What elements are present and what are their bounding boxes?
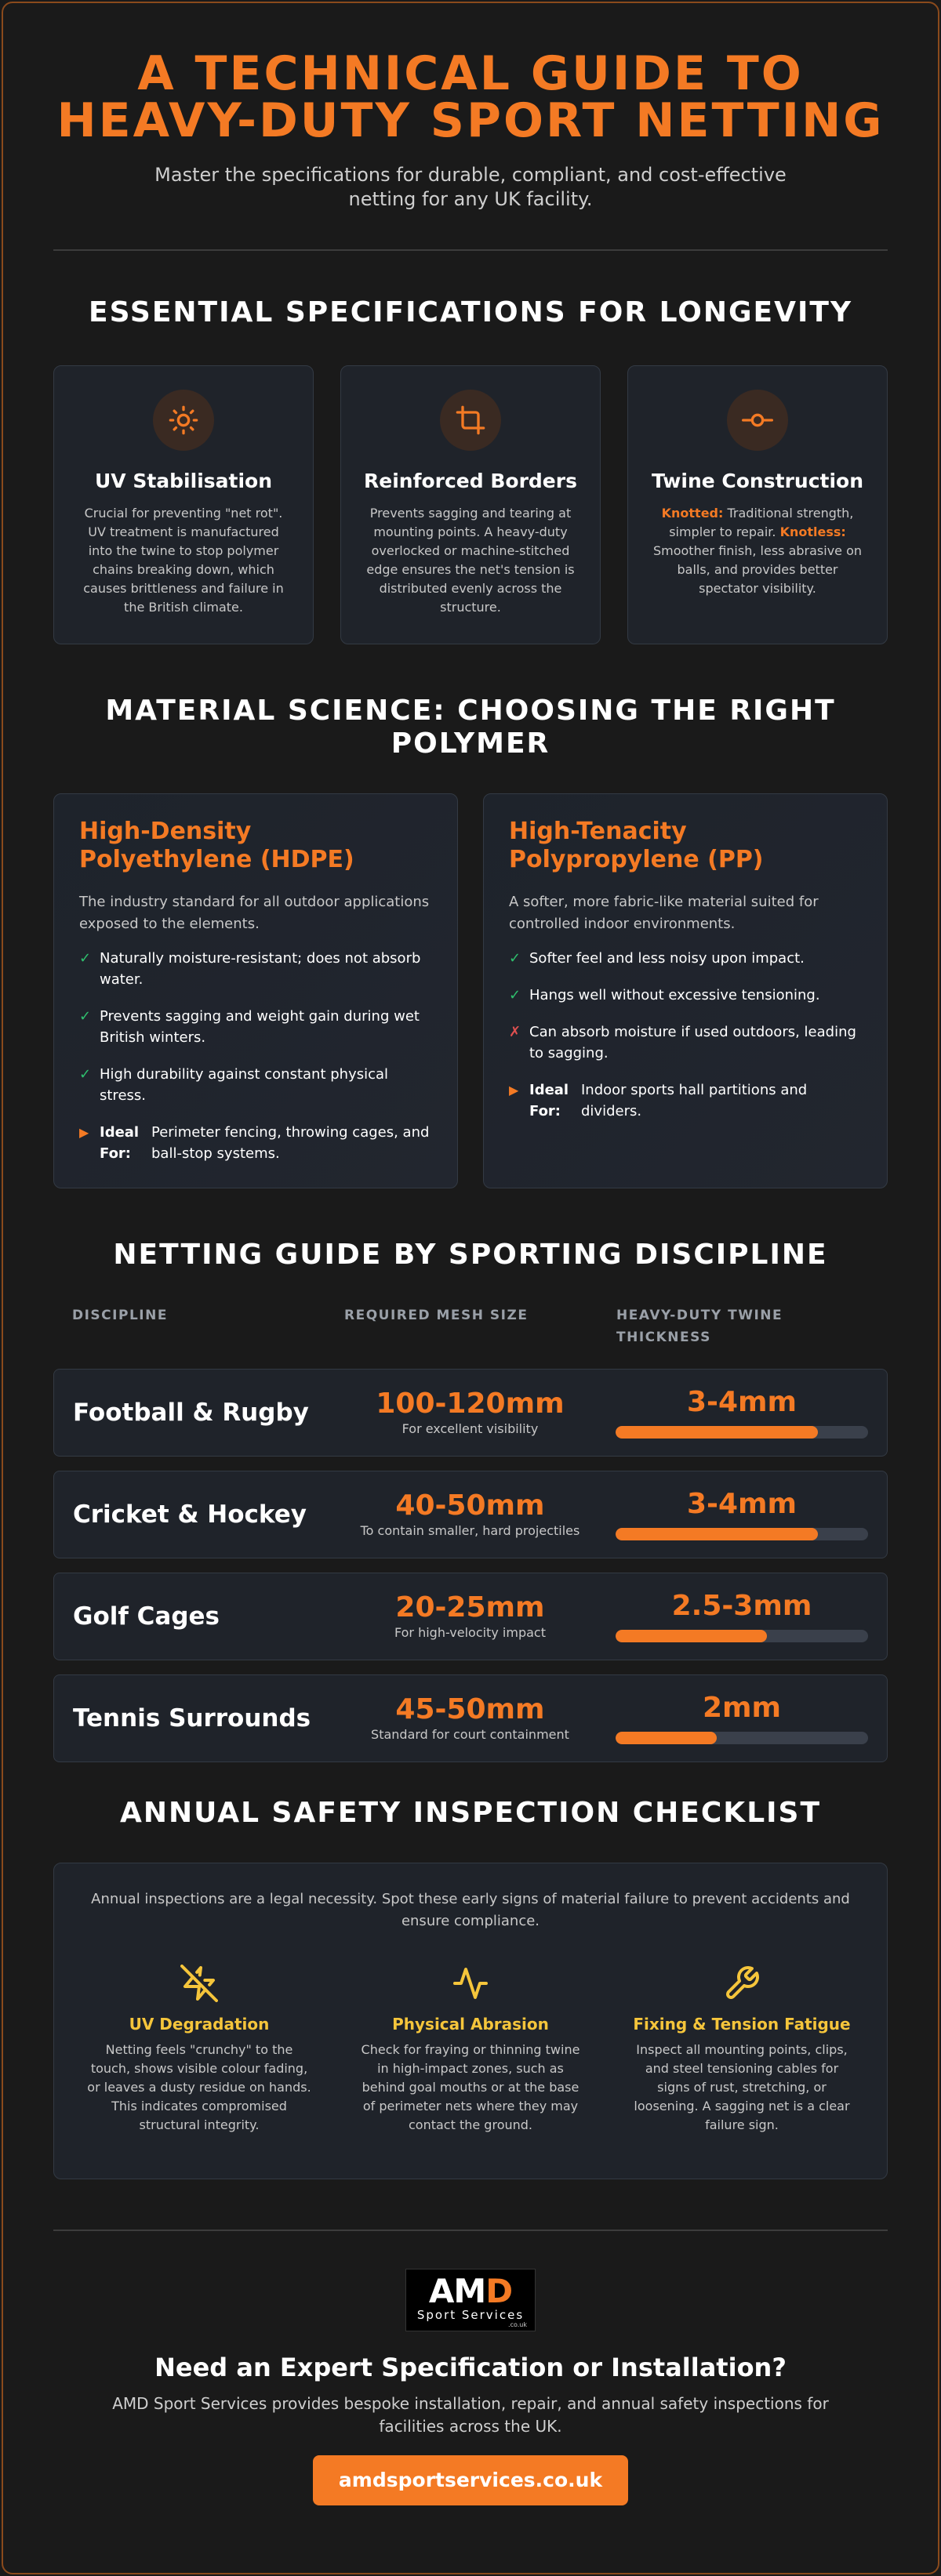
mesh-cell (344, 1694, 596, 1743)
twine-thickness: 2mm (702, 1692, 782, 1724)
twine-bar-track (616, 1528, 868, 1540)
activity-icon (357, 1964, 584, 2003)
twine-cell (616, 1489, 868, 1540)
checklist-section-title: ANNUAL SAFETY INSPECTION CHECKLIST (119, 1797, 822, 1829)
cta-text: AMD Sport Services provides bespoke installation, repair, and annual safety inspections for facilities across the UK. (112, 2394, 829, 2436)
mesh-note: For excellent visibility (401, 1421, 539, 1436)
spec-title: Twine Construction (651, 470, 864, 492)
cta-title: Need an Expert Specification or Installation? (154, 2353, 787, 2382)
knotted-label: Knotted: (661, 506, 724, 521)
ideal-for-label: Ideal For: (529, 1082, 569, 1119)
checklist-items (85, 1964, 856, 2135)
spec-card-twine (627, 365, 888, 644)
material-name: High-Tenacity Polypropylene (PP) (509, 818, 764, 873)
twine-thickness: 3-4mm (686, 1386, 797, 1418)
feature-text: Prevents sagging and weight gain during wet British winters. (100, 1008, 420, 1046)
feature-item (79, 948, 432, 990)
checklist-item-uv (85, 1964, 313, 2135)
discipline-name: Golf Cages (73, 1602, 220, 1631)
ideal-for (79, 1122, 432, 1164)
knot-icon (727, 390, 788, 451)
feature-text: Naturally moisture-resistant; does not absorb water. (100, 950, 421, 988)
checklist-item-name: Physical Abrasion (392, 2015, 549, 2034)
header (53, 3, 888, 212)
twine-bar-fill (616, 1426, 818, 1439)
spec-title: Reinforced Borders (364, 470, 577, 492)
twine-cell (616, 1591, 868, 1642)
feature-list (509, 948, 862, 1064)
material-card-hdpe (53, 793, 458, 1188)
discipline-name: Cricket & Hockey (73, 1500, 307, 1529)
twine-cell (616, 1387, 868, 1439)
table-row (53, 1573, 888, 1660)
mesh-cell (344, 1388, 596, 1437)
spec-card-uv (53, 365, 314, 644)
mesh-note: Standard for court containment (371, 1727, 569, 1742)
column-header-twine: HEAVY-DUTY TWINE THICKNESS (616, 1308, 783, 1345)
twine-bar-fill (616, 1732, 717, 1744)
crop-icon (440, 390, 501, 451)
knotted-text: Traditional strength, simpler to repair. (669, 506, 854, 539)
logo-mark (406, 2274, 535, 2309)
twine-bar-track (616, 1426, 868, 1439)
header-divider (53, 249, 888, 251)
mesh-note: To contain smaller, hard projectiles (360, 1523, 580, 1538)
checklist-item-text: Netting feels "crunchy" to the touch, shows visible colour fading, or leaves a dusty residue on hands. This indicates compromised structural integrity. (87, 2042, 311, 2132)
material-card-pp (483, 793, 888, 1188)
footer (53, 2269, 888, 2505)
feature-text: Softer feel and less noisy upon impact. (529, 950, 805, 967)
feature-item (509, 948, 862, 969)
material-section-title: MATERIAL SCIENCE: CHOOSING THE RIGHT POLYMER (105, 695, 836, 760)
mesh-size: 20-25mm (395, 1591, 545, 1624)
twine-bar-fill (616, 1528, 818, 1540)
knotless-label: Knotless: (779, 524, 846, 539)
specs-card-row (53, 365, 888, 644)
mesh-cell (344, 1592, 596, 1641)
feature-item (79, 1064, 432, 1106)
twine-bar-fill (616, 1630, 767, 1642)
check-icon: ✓ (79, 1066, 92, 1083)
mesh-note: For high-velocity impact (394, 1625, 546, 1640)
mesh-cell (344, 1490, 596, 1539)
material-name: High-Density Polyethylene (HDPE) (79, 818, 354, 873)
logo-subtitle: Sport Services (416, 2308, 525, 2322)
discipline-name: Tennis Surrounds (73, 1704, 311, 1732)
checklist-item-fixing (628, 1964, 856, 2135)
check-icon: ✓ (509, 987, 521, 1003)
checklist-item-abrasion (357, 1964, 584, 2135)
checklist-item-name: UV Degradation (129, 2015, 270, 2034)
ideal-for-label: Ideal For: (100, 1124, 140, 1162)
spec-text-twine (649, 504, 867, 598)
column-header-discipline: DISCIPLINE (72, 1308, 168, 1323)
twine-thickness: 2.5-3mm (671, 1590, 812, 1622)
mesh-size: 100-120mm (376, 1388, 565, 1420)
ideal-for-text: Indoor sports hall partitions and dividers. (581, 1082, 808, 1119)
feature-item (79, 1006, 432, 1048)
check-icon: ✓ (79, 1008, 92, 1025)
feature-text: High durability against constant physical stress. (100, 1066, 389, 1104)
main-title-line-2: HEAVY-DUTY SPORT NETTING (56, 93, 885, 148)
netting-section-title: NETTING GUIDE BY SPORTING DISCIPLINE (113, 1239, 828, 1271)
mesh-size: 45-50mm (395, 1693, 545, 1725)
spec-title: UV Stabilisation (94, 470, 273, 492)
table-row (53, 1674, 888, 1762)
feature-item (509, 985, 862, 1006)
material-description: A softer, more fabric-like material suited for controlled indoor environments. (509, 894, 819, 932)
column-header-mesh: REQUIRED MESH SIZE (344, 1308, 529, 1323)
triangle-right-icon: ▶ (509, 1083, 519, 1098)
feature-list (79, 948, 432, 1106)
twine-cell (616, 1693, 868, 1744)
feature-text: Can absorb moisture if used outdoors, leading to sagging. (529, 1024, 856, 1061)
checklist-intro: Annual inspections are a legal necessity. Spot these early signs of material failure to prevent accidents and ensure compliance. (91, 1891, 850, 1929)
specs-section-title: ESSENTIAL SPECIFICATIONS FOR LONGEVITY (88, 296, 853, 328)
material-description: The industry standard for all outdoor applications exposed to the elements. (79, 894, 430, 932)
twine-thickness: 3-4mm (686, 1488, 797, 1520)
checklist-item-text: Inspect all mounting points, clips, and steel tensioning cables for signs of rust, stretching, or loosening. A sagging net is a clear failure sign. (634, 2042, 850, 2132)
checklist-item-text: Check for fraying or thinning twine in high-impact zones, such as behind goal mouths or at the base of perimeter nets where they may contact the ground. (361, 2042, 580, 2132)
material-card-row (53, 793, 888, 1188)
website-button[interactable]: amdsportservices.co.uk (313, 2455, 628, 2505)
table-header (53, 1304, 888, 1348)
twine-bar-track (616, 1630, 868, 1642)
triangle-right-icon: ▶ (79, 1125, 89, 1140)
check-icon: ✓ (79, 950, 92, 967)
logo-letter-d: D (485, 2272, 513, 2310)
spec-card-borders (340, 365, 601, 644)
main-title (53, 46, 888, 148)
feature-text: Hangs well without excessive tensioning. (529, 987, 820, 1003)
logo-domain: .co.uk (508, 2321, 527, 2328)
sun-icon (153, 390, 214, 451)
table-row (53, 1369, 888, 1457)
spec-text: Crucial for preventing "net rot". UV treatment is manufactured into the twine to stop polymer chains breaking down, which causes brittleness and failure in the British climate. (83, 506, 284, 615)
knotless-text: Smoother finish, less abrasive on balls, and provides better spectator visibility. (652, 543, 863, 596)
main-title-line-1: A TECHNICAL GUIDE TO (137, 46, 804, 101)
checklist-item-name: Fixing & Tension Fatigue (633, 2015, 851, 2034)
wrench-icon (628, 1964, 856, 2003)
feature-item (509, 1021, 862, 1064)
cross-icon: ✗ (509, 1024, 521, 1040)
checklist-card (53, 1863, 888, 2179)
amd-logo (405, 2269, 536, 2331)
twine-bar-track (616, 1732, 868, 1744)
zap-off-icon (85, 1964, 313, 2003)
check-icon: ✓ (509, 950, 521, 967)
ideal-for (509, 1079, 862, 1122)
spec-text: Prevents sagging and tearing at mounting points. A heavy-duty overlocked or machine-stitched edge ensures the net's tension is distributed evenly across the structure. (366, 506, 575, 615)
discipline-name: Football & Rugby (73, 1399, 309, 1427)
logo-letters-am: AM (428, 2272, 486, 2310)
footer-divider (53, 2230, 888, 2231)
table-body (53, 1369, 888, 1762)
table-row (53, 1471, 888, 1558)
mesh-size: 40-50mm (395, 1489, 545, 1522)
subtitle: Master the specifications for durable, compliant, and cost-effective netting for any UK facility. (154, 164, 787, 210)
infographic-page (2, 2, 939, 2574)
ideal-for-text: Perimeter fencing, throwing cages, and ball-stop systems. (151, 1124, 430, 1162)
